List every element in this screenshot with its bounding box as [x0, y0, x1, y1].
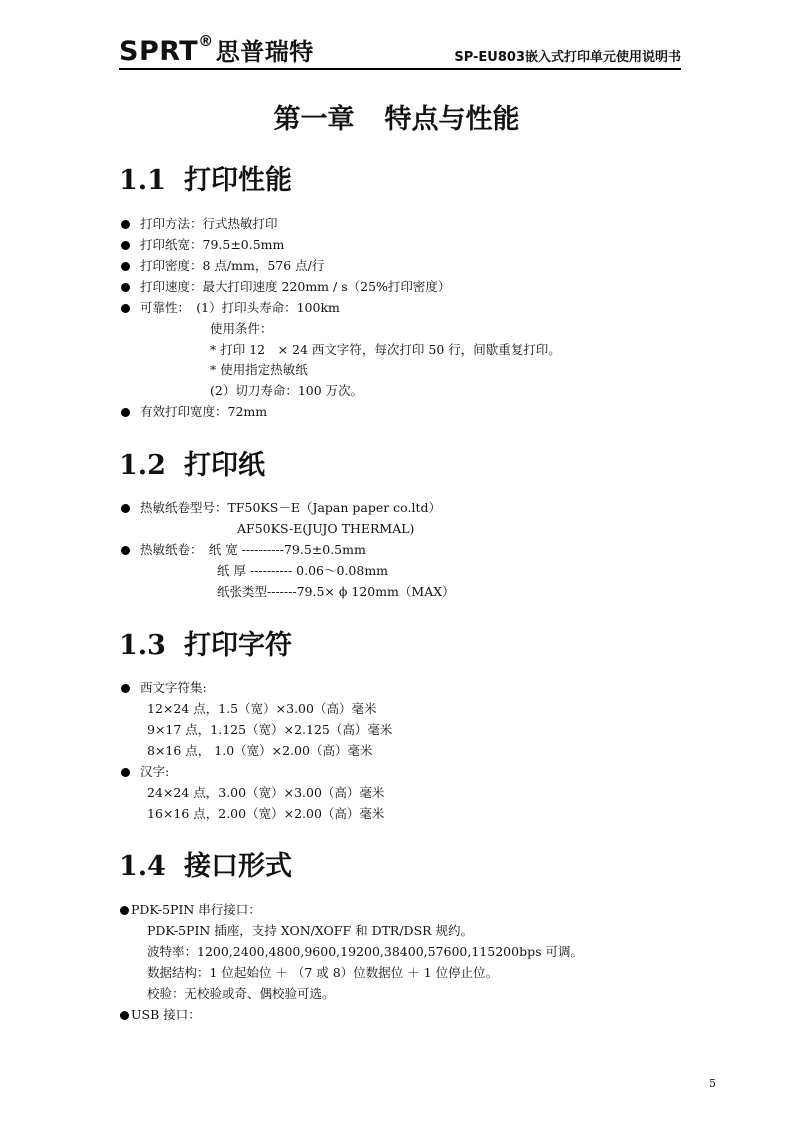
brand-logo: [119, 32, 314, 67]
bullet-icon: [120, 906, 129, 915]
list-item: PDK-5PIN 串行接口：: [131, 902, 261, 917]
section-number: 1.1: [119, 165, 166, 196]
list-item: 波特率：1200,2400,4800,9600,19200,38400,57600,115200bps 可调。: [147, 944, 583, 959]
section-number: 1.2: [119, 450, 166, 481]
list-item: 使用条件：: [210, 321, 273, 336]
list-item: 数据结构：1 位起始位 ＋ （7 或 8）位数据位 ＋ 1 位停止位。: [147, 965, 499, 980]
list-item: 打印速度：最大打印速度 220mm / s（25%打印密度）: [140, 279, 451, 294]
list-item: * 打印 12 × 24 西文字符，每次打印 50 行，间歇重复打印。: [210, 342, 561, 357]
list-item: 汉字:: [140, 764, 170, 779]
bullet-icon: [121, 684, 130, 693]
bullet-icon: [121, 304, 130, 313]
section-title: 打印字符: [183, 630, 292, 661]
bullet-icon: [121, 504, 130, 513]
section-number: 1.3: [119, 630, 166, 661]
bullet-icon: [121, 768, 130, 777]
chapter-number: 第一章: [273, 104, 355, 135]
logo-chinese: 思普瑞特: [215, 38, 314, 66]
bullet-icon: [121, 262, 130, 271]
chapter-heading: [0, 97, 793, 136]
list-item: 西文字符集:: [140, 680, 207, 695]
section-title: 打印纸: [183, 450, 265, 481]
bullet-icon: [121, 283, 130, 292]
list-item: 16×16 点，2.00（宽）×2.00（高）毫米: [147, 806, 385, 821]
list-item: 纸张类型-------79.5× ϕ 120mm（MAX）: [217, 584, 455, 599]
list-item: 打印纸宽：79.5±0.5mm: [140, 237, 285, 252]
list-item: 纸 厚 ---------- 0.06～0.08mm: [217, 563, 389, 578]
list-item: (2）切刀寿命：100 万次。: [210, 383, 364, 398]
list-item: 12×24 点，1.5（宽）×3.00（高）毫米: [147, 701, 377, 716]
bullet-icon: [121, 408, 130, 417]
list-item: 有效打印宽度：72mm: [140, 404, 268, 419]
section-heading-1-1: [119, 158, 292, 197]
list-item: USB 接口：: [131, 1007, 201, 1022]
list-item: 校验：无校验或奇、偶校验可选。: [147, 986, 335, 1001]
section-number: 1.4: [119, 851, 166, 882]
bullet-icon: [121, 241, 130, 250]
section-title: 打印性能: [183, 165, 292, 196]
section-heading-1-3: [119, 623, 292, 662]
logo-latin: SPRT: [119, 36, 199, 67]
list-item: * 使用指定热敏纸: [210, 362, 308, 377]
section-heading-1-4: [119, 844, 292, 883]
bullet-icon: [121, 546, 130, 555]
list-item: 可靠性： (1）打印头寿命：100km: [140, 300, 340, 315]
list-item: 热敏纸卷型号：TF50KS－E（Japan paper co.ltd）: [140, 500, 441, 515]
list-item: 打印密度：8 点/mm，576 点/行: [140, 258, 325, 273]
document-title: SP-EU803嵌入式打印单元使用说明书: [454, 50, 681, 65]
page-number: 5: [709, 1077, 716, 1090]
list-item: PDK-5PIN 插座，支持 XON/XOFF 和 DTR/DSR 规约。: [147, 923, 474, 938]
list-item: AF50KS-E(JUJO THERMAL): [237, 521, 415, 536]
page-header: [119, 30, 681, 70]
list-item: 8×16 点， 1.0（宽）×2.00（高）毫米: [147, 743, 373, 758]
registered-mark: ®: [198, 32, 214, 50]
section-title: 接口形式: [183, 851, 292, 882]
section-heading-1-2: [119, 443, 265, 482]
list-item: 24×24 点，3.00（宽）×3.00（高）毫米: [147, 785, 385, 800]
bullet-icon: [121, 220, 130, 229]
list-item: 打印方法：行式热敏打印: [140, 216, 278, 231]
list-item: 热敏纸卷： 纸 宽 ----------79.5±0.5mm: [140, 542, 366, 557]
list-item: 9×17 点，1.125（宽）×2.125（高）毫米: [147, 722, 393, 737]
chapter-title: 特点与性能: [384, 104, 520, 135]
bullet-icon: [120, 1011, 129, 1020]
